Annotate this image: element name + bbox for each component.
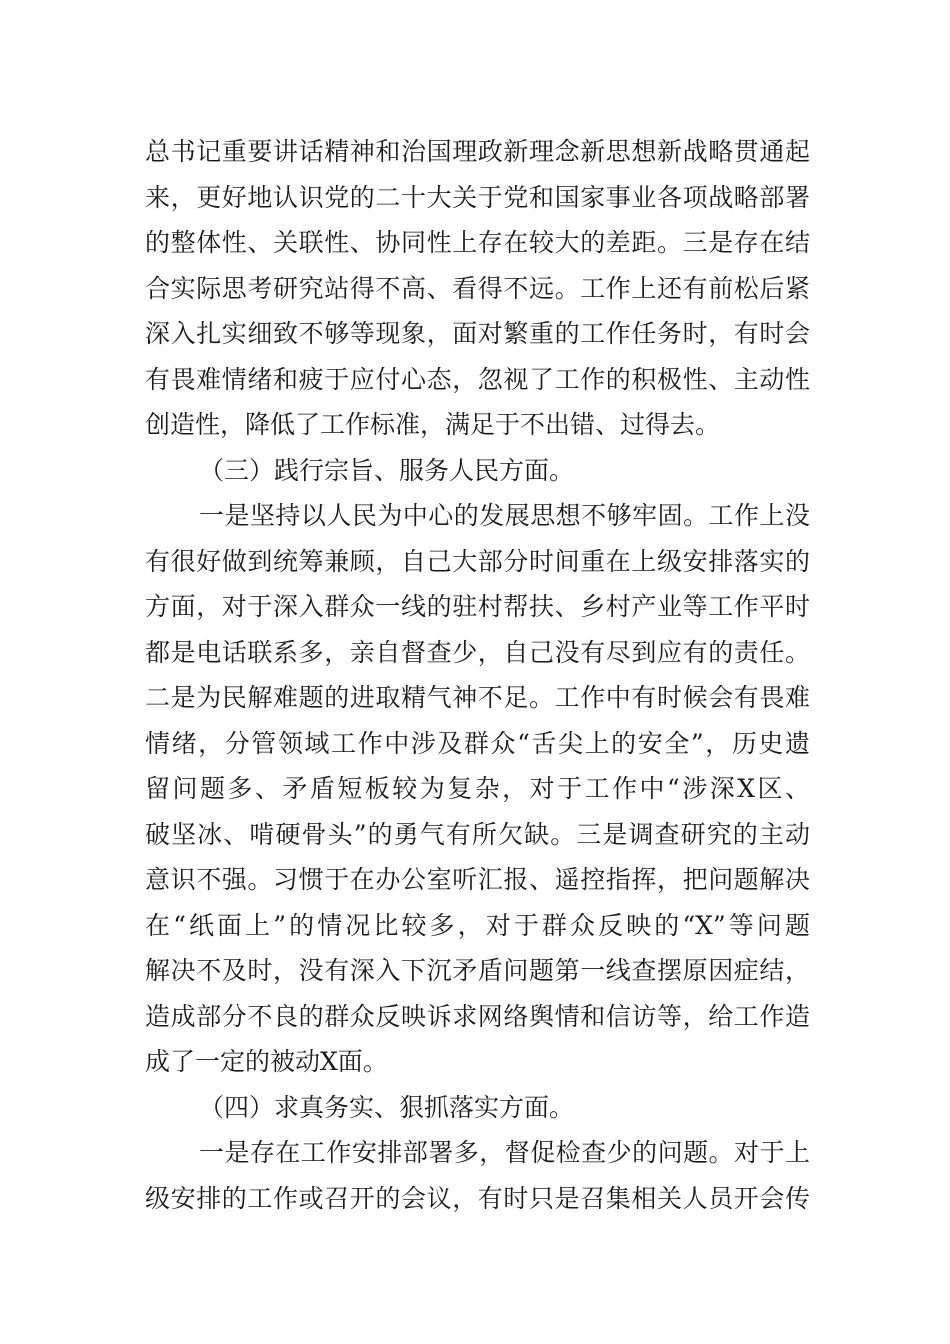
text-line: 方面，对于深入群众一线的驻村帮扶、乡村产业等工作平时 xyxy=(145,592,810,621)
paragraph-first-line: 一是存在工作安排部署多，督促检查少的问题。对于上 xyxy=(199,1138,810,1167)
text-line: 的整体性、关联性、协同性上存在较大的差距。三是存在结 xyxy=(145,228,810,257)
text-line: 情绪，分管领域工作中涉及群众“舌尖上的安全”，历史遗 xyxy=(145,728,810,758)
text-line: 创造性，降低了工作标准，满足于不出错、过得去。 xyxy=(145,410,721,439)
text-line: 在“纸面上”的情况比较多，对于群众反映的“X”等问题 xyxy=(145,910,810,940)
text-line: 有很好做到统筹兼顾，自己大部分时间重在上级安排落实的 xyxy=(145,546,810,576)
text-line: 破坚冰、啃硬骨头”的勇气有所欠缺。三是调查研究的主动 xyxy=(145,819,810,849)
text-line: 留问题多、矛盾短板较为复杂，对于工作中“涉深X区、 xyxy=(145,774,810,803)
text-line: 深入扎实细致不够等现象，面对繁重的工作任务时，有时会 xyxy=(145,319,810,348)
text-line: 二是为民解难题的进取精气神不足。工作中有时候会有畏难 xyxy=(145,683,810,712)
text-line: 成了一定的被动X面。 xyxy=(145,1047,388,1076)
text-line: 来，更好地认识党的二十大关于党和国家事业各项战略部署 xyxy=(145,182,810,212)
text-line: 造成部分不良的群众反映诉求网络舆情和信访等，给工作造 xyxy=(145,1001,810,1031)
text-line: 都是电话联系多，亲自督查少，自己没有尽到应有的责任。 xyxy=(145,637,810,667)
text-line: 合实际思考研究站得不高、看得不远。工作上还有前松后紧 xyxy=(145,273,810,303)
document-body xyxy=(145,129,810,1221)
text-line: 级安排的工作或召开的会议，有时只是召集相关人员开会传 xyxy=(145,1183,810,1213)
section-heading: （四）求真务实、狠抓落实方面。 xyxy=(199,1092,575,1122)
section-heading: （三）践行宗旨、服务人民方面。 xyxy=(199,455,575,485)
text-line: 有畏难情绪和疲于应付心态，忽视了工作的积极性、主动性 xyxy=(145,364,810,394)
paragraph-first-line: 一是坚持以人民为中心的发展思想不够牢固。工作上没 xyxy=(199,501,810,530)
text-line: 总书记重要讲话精神和治国理政新理念新思想新战略贯通起 xyxy=(145,137,810,166)
text-line: 意识不强。习惯于在办公室听汇报、遥控指挥，把问题解决 xyxy=(145,865,810,894)
text-line: 解决不及时，没有深入下沉矛盾问题第一线查摆原因症结， xyxy=(145,956,810,985)
